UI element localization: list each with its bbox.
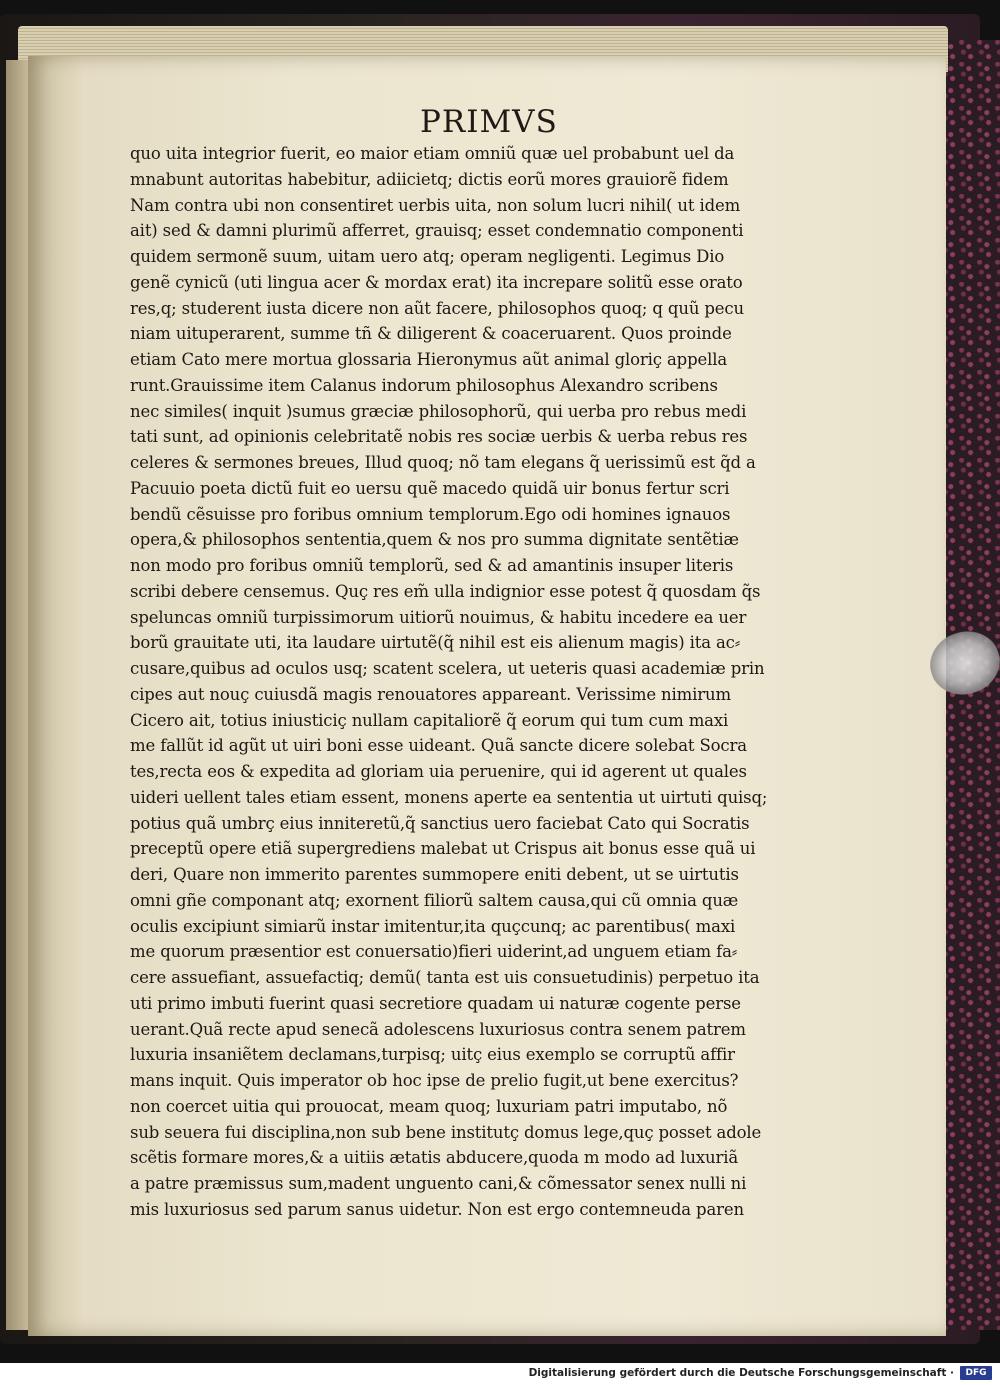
text-line: genẽ cynicũ (uti lingua acer & mordax erat) ita increpare solitũ esse orato [130,272,743,292]
text-line: nec similes( inquit )sumus græciæ philosophorũ, qui uerba pro rebus medi [130,401,747,421]
text-line: cipes aut nouç cuiusdã magis renouatores appareant. Verissime nimirum [130,684,731,704]
text-line: scribi debere censemus. Quç res em̃ ulla indignior esse potest q̃ quosdam q̃s [130,581,761,601]
text-line: Cicero ait, totius iniusticiç nullam capitaliorẽ q̃ eorum qui tum cum maxi [130,710,729,730]
text-line: cusare,quibus ad oculos usq; scatent scelera, ut ueteris quasi academiæ prin [130,659,765,678]
text-line: opera,& philosophos sententia,quem & nos pro summa dignitate sentẽtiæ [130,530,739,550]
text-line: non coercet uitia qui prouocat, meam quoq; luxuriam patri imputabo, nõ [130,1096,728,1116]
text-line: Pacuuio poeta dictũ fuit eo uersu quẽ macedo quidã uir bonus fertur scri [130,478,730,498]
text-line: me fallũt id agũt ut uiri boni esse uideant. Quã sancte dicere solebat Socra [130,736,747,756]
text-line: speluncas omniũ turpissimorum uitiorũ nouimus, & habitu incedere ea uer [130,607,747,627]
text-line: etiam Cato mere mortua glossaria Hieronymus aũt animal gloriç appella [130,350,728,369]
text-line: runt.Grauissime item Calanus indorum philosophus Alexandro scribens [130,375,718,395]
text-line: uideri uellent tales etiam essent, monens aperte ea sententia ut uirtuti quisq; [130,787,768,807]
text-line: a patre præmissus sum,madent unguento cani,& cõmessator senex nulli ni [130,1174,747,1193]
text-line: niam uituperarent, summe tñ & diligerent & coaceruarent. Quos proinde [130,324,732,344]
dfg-logo: DFG [960,1366,992,1380]
text-line: celeres & sermones breues, Illud quoq; nõ tam elegans q̃ uerissimũ est q̃d a [130,453,756,472]
text-line: uerant.Quã recte apud senecã adolescens luxuriosus contra senem patrem [130,1019,746,1039]
text-line: potius quã umbrç eius inniteretũ,q̃ sanctius uero faciebat Cato qui Socratis [130,813,750,833]
text-line: me quorum præsentior est conuersatio)fieri uiderint,ad unguem etiam fa⸗ [130,942,738,962]
text-line: tati sunt, ad opinionis celebritatẽ nobis res sociæ uerbis & uerba rebus res [130,427,748,447]
text-line: deri, Quare non immerito parentes summopere eniti debent, ut se uirtutis [130,865,739,884]
text-line: mnabunt autoritas habebitur, adiicietq; dictis eorũ mores grauiorẽ fidem [130,169,729,189]
footer-credit: Digitalisierung gefördert durch die Deutsche Forschungsgemeinschaft · [528,1367,954,1379]
text-line: cere assuefiant, assuefactiq; demũ( tanta est uis consuetudinis) perpetuo ita [130,968,760,987]
text-line: uti primo imbuti fuerint quasi secretiore quadam ui naturæ cogente perse [130,993,741,1013]
text-line: luxuria insaniẽtem declamans,turpisq; uitç eius exemplo se corruptũ affir [130,1045,735,1065]
text-line: ait) sed & damni plurimũ afferret, grauisq; esset condemnatio componenti [130,221,744,241]
text-line: borũ grauitate uti, ita laudare uirtutẽ(q̃ nihil est eis alienum magis) ita ac⸗ [130,633,741,653]
text-line: preceptũ opere etiã supergrediens malebat ut Crispus ait bonus esse quã ui [130,839,756,859]
text-line: tes,recta eos & expedita ad gloriam uia peruenire, qui id agerent ut quales [130,762,747,781]
running-head: PRIMVS [420,104,558,140]
text-line: res,q; studerent iusta dicere non aũt facere, philosophos quoq; q quũ pecu [130,298,744,318]
text-block [130,141,830,1223]
text-line: quidem sermonẽ suum, uitam uero atq; operam negligenti. Legimus Dio [130,247,725,266]
text-line: quo uita integrior fuerit, eo maior etiam omniũ quæ uel probabunt uel da [130,144,735,163]
text-line: scẽtis formare mores,& a uitiis ætatis abducere,quoda m modo ad luxuriã [130,1148,739,1168]
text-line: Nam contra ubi non consentiret uerbis uita, non solum lucri nihil( ut idem [130,195,741,215]
text-line: omni gñe componant atq; exornent filiorũ saltem causa,qui cũ omnia quæ [130,890,739,910]
text-line: mans inquit. Quis imperator ob hoc ipse de prelio fugit,ut bene exercitus? [130,1071,739,1090]
text-line: mis luxuriosus sed parum sanus uidetur. Non est ergo contemneuda paren [130,1199,744,1219]
text-line: oculis excipiunt simiarũ instar imitentur,ita quçcunq; ac parentibus( maxi [130,916,736,936]
text-line: non modo pro foribus omniũ templorũ, sed & ad amantinis insuper literis [130,556,734,575]
text-line: sub seuera fui disciplina,non sub bene institutç domus lege,quç posset adole [130,1122,762,1142]
text-line: bendũ cẽsuisse pro foribus omnium templorum.Ego odi homines ignauos [130,504,731,524]
